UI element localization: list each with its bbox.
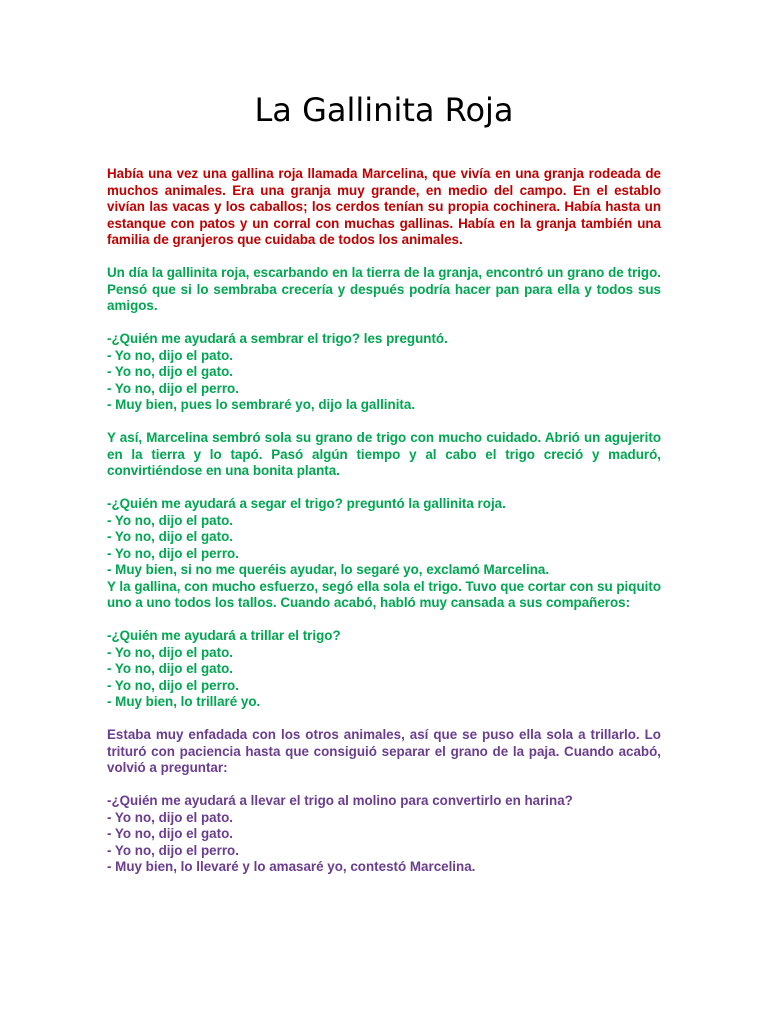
dialogue-sow (107, 331, 661, 414)
dialogue-line: -¿Quién me ayudará a llevar el trigo al molino para convertirlo en harina? (107, 793, 573, 808)
dialogue-line: - Yo no, dijo el perro. (107, 545, 239, 561)
dialogue-line: - Yo no, dijo el pato. (107, 809, 233, 825)
dialogue-line: -¿Quién me ayudará a trillar el trigo? (107, 628, 341, 643)
paragraph-sowing: Y así, Marcelina sembró sola su grano de trigo con mucho cuidado. Abrió un agujerito en la tierra y lo tapó. Pasó algún tiempo y al cabo el trigo creció y maduró, convirtiéndose en una bonita planta. (107, 430, 661, 478)
dialogue-line: - Yo no, dijo el gato. (107, 826, 233, 841)
dialogue-line: - Yo no, dijo el perro. (107, 677, 239, 693)
dialogue-line: - Yo no, dijo el pato. (107, 644, 233, 660)
dialogue-mill (107, 793, 661, 876)
dialogue-line: - Yo no, dijo el gato. (107, 364, 233, 379)
dialogue-line: - Yo no, dijo el perro. (107, 842, 239, 858)
dialogue-line: - Muy bien, pues lo sembraré yo, dijo la gallinita. (107, 397, 416, 412)
dialogue-line: -¿Quién me ayudará a segar el trigo? preguntó la gallinita roja. (107, 496, 506, 511)
dialogue-line: -¿Quién me ayudará a sembrar el trigo? les preguntó. (107, 331, 448, 346)
dialogue-line: - Yo no, dijo el perro. (107, 380, 239, 396)
dialogue-line: - Yo no, dijo el gato. (107, 529, 233, 544)
dialogue-line: - Yo no, dijo el gato. (107, 661, 233, 676)
story-body (107, 166, 661, 892)
paragraph-reaping: Y la gallina, con mucho esfuerzo, segó ella sola el trigo. Tuvo que cortar con su piquito uno a uno todos los tallos. Cuando acabó, habló muy cansada a sus compañeros: (107, 578, 661, 610)
page-title: La Gallinita Roja (254, 91, 514, 129)
paragraph-intro: Había una vez una gallina roja llamada Marcelina, que vivía en una granja rodeada de muchos animales. Era una granja muy grande, en medio del campo. En el establo vivían las vacas y los caballos; los cerdos tenían su propia cochinera. Había hasta un estanque con patos y un corral con muchas gallinas. Había en la granja también una familia de granjeros que cuidaba de todos los animales. (107, 166, 661, 247)
dialogue-thresh (107, 628, 661, 711)
dialogue-line: - Yo no, dijo el pato. (107, 512, 233, 528)
dialogue-line: - Muy bien, lo llevaré y lo amasaré yo, contestó Marcelina. (107, 859, 476, 874)
dialogue-line: - Muy bien, lo trillaré yo. (107, 694, 261, 709)
paragraph-threshing: Estaba muy enfadada con los otros animales, así que se puso ella sola a trillarlo. Lo trituró con paciencia hasta que consiguió separar el grano de la paja. Cuando acabó, volvió a preguntar: (107, 727, 661, 775)
dialogue-reap (107, 496, 661, 579)
dialogue-line: - Yo no, dijo el pato. (107, 347, 233, 363)
paragraph-grain-found: Un día la gallinita roja, escarbando en la tierra de la granja, encontró un grano de trigo. Pensó que si lo sembraba crecería y después podría hacer pan para ella y todos sus amigos. (107, 265, 661, 313)
dialogue-line: - Muy bien, si no me queréis ayudar, lo segaré yo, exclamó Marcelina. (107, 562, 550, 577)
